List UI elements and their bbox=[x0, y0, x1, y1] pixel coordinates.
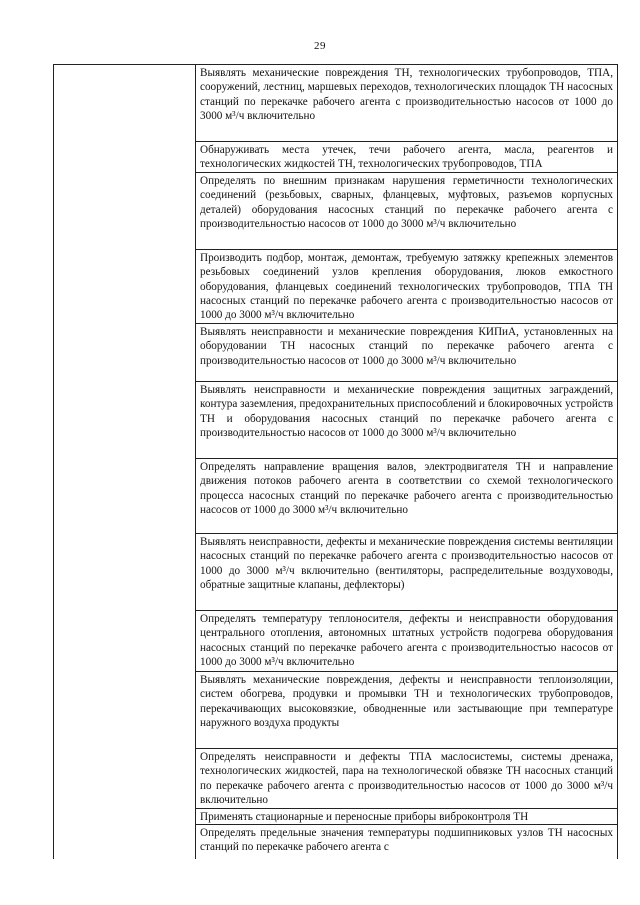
table-row: Определять предельные значения температуры подшипниковых узлов ТН насосных станций по перекачке рабочего агента с bbox=[200, 827, 613, 854]
table-row: Определять неисправности и дефекты ТПА маслосистемы, системы дренажа, технологических жидкостей, пара на технологической обвязке ТН насосных станций по перекачке рабочего агента с производительностью насосов от 1000 до 3000 м³/ч включительно bbox=[196, 749, 617, 809]
table-row: Выявлять механические повреждения, дефекты и неисправности теплоизоляции, систем обогрева, продувки и промывки ТН и технологических трубопроводов, перекачивающих высоковязкие, обводненные или застывающие при температуре наружного воздуха продукты bbox=[196, 672, 617, 749]
table-left-column bbox=[54, 65, 196, 859]
skills-table bbox=[53, 64, 618, 859]
table-right-column bbox=[196, 65, 617, 859]
table-row: Производить подбор, монтаж, демонтаж, требуемую затяжку крепежных элементов резьбовых соединений узлов крепления оборудования, люков емкостного оборудования, фланцевых соединений технологических трубопроводов, ТПА ТН насосных станций по перекачке рабочего агента с производительностью насосов от 1000 до 3000 м³/ч включительно bbox=[196, 250, 617, 324]
table-row: Определять направление вращения валов, электродвигателя ТН и направление движения потоков рабочего агента в соответствии со схемой технологического процесса насосных станций по перекачке рабочего агента с производительностью насосов от 1000 до 3000 м³/ч включительно bbox=[196, 459, 617, 534]
page-number: 29 bbox=[314, 40, 326, 52]
table-row: Определять по внешним признакам нарушения герметичности технологических соединений (резьбовых, сварных, фланцевых, муфтовых, разъемов корпусных деталей) оборудования насосных станций по перекачке рабочего агента с производительностью насосов от 1000 до 3000 м³/ч включительно bbox=[196, 173, 617, 250]
table-row: Применять стационарные и переносные приборы виброконтроля ТН bbox=[196, 809, 617, 825]
table-row: Выявлять неисправности и механические повреждения защитных заграждений, контура заземления, предохранительных приспособлений и блокировочных устройств ТН и оборудования насосных станций по перекачке рабочего агента с производительностью насосов от 1000 до 3000 м³/ч включительно bbox=[196, 382, 617, 459]
table-row: Выявлять механические повреждения ТН, технологических трубопроводов, ТПА, сооружений, лестниц, маршевых переходов, технологических площадок ТН насосных станций по перекачке рабочего агента с производительностью насосов от 1000 до 3000 м³/ч включительно bbox=[196, 65, 617, 142]
table-row: Определять температуру теплоносителя, дефекты и неисправности оборудования центрального отопления, автономных штатных устройств подогрева оборудования насосных станций по перекачке рабочего агента с производительностью насосов от 1000 до 3000 м³/ч включительно bbox=[196, 611, 617, 672]
table-row: Выявлять неисправности, дефекты и механические повреждения системы вентиляции насосных станций по перекачке рабочего агента с производительностью насосов от 1000 до 3000 м³/ч включительно (вентиляторы, распределительные воздуховоды, обратные защитные клапаны, дефлекторы) bbox=[196, 534, 617, 611]
table-row: Выявлять неисправности и механические повреждения КИПиА, установленных на оборудовании ТН насосных станций по перекачке рабочего агента с производительностью насосов от 1000 до 3000 м³/ч включительно bbox=[196, 324, 617, 382]
table-row: Обнаруживать места утечек, течи рабочего агента, масла, реагентов и технологических жидкостей ТН, технологических трубопроводов, ТПА bbox=[196, 142, 617, 173]
